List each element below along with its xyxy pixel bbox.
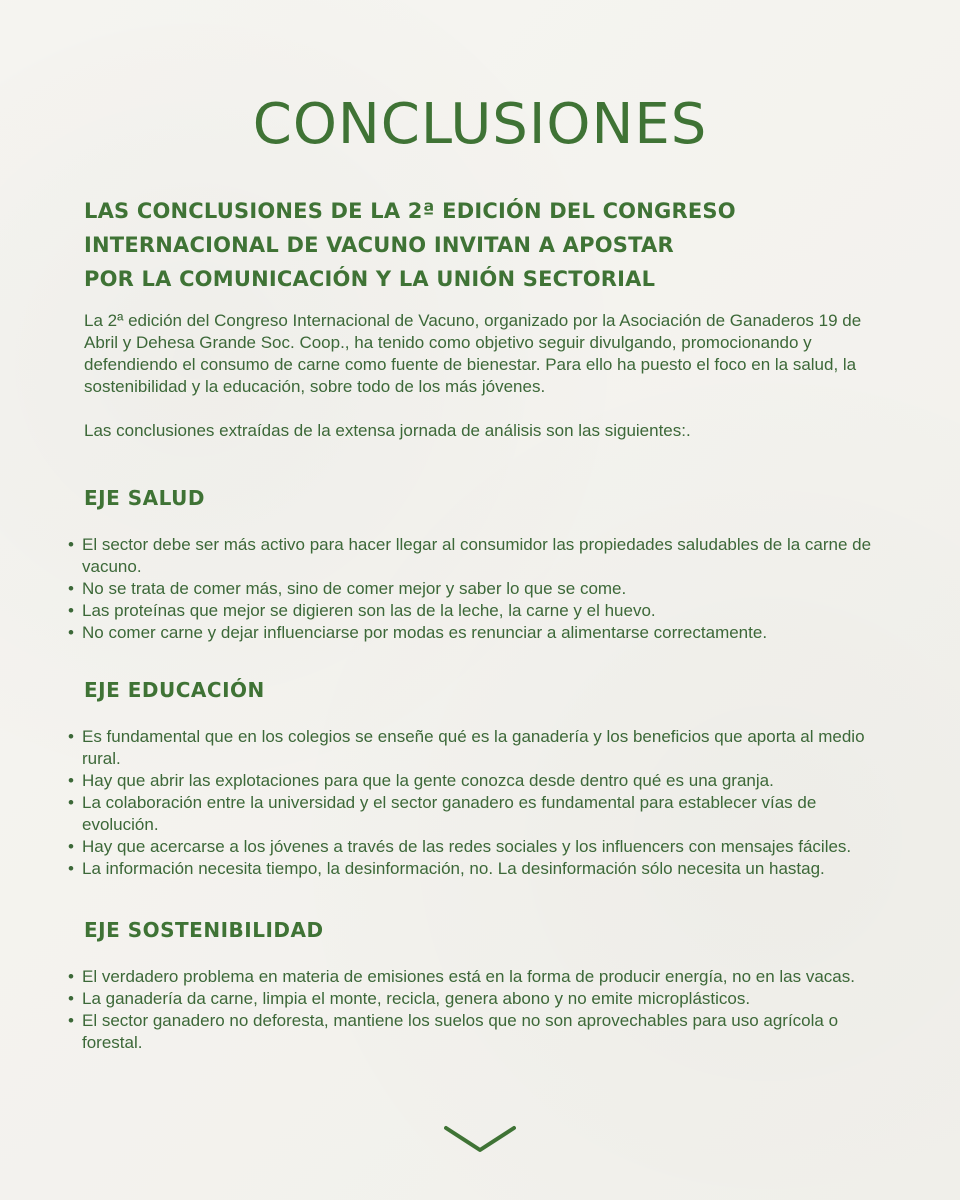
- section-heading-educacion: EJE EDUCACIÓN: [84, 678, 265, 702]
- document-subtitle: [84, 194, 804, 296]
- list-item: • La ganadería da carne, limpia el monte, recicla, genera abono y no emite microplásticos.: [68, 988, 888, 1010]
- list-item: • El sector ganadero no deforesta, mantiene los suelos que no son aprovechables para uso agrícola o forestal.: [68, 1010, 888, 1054]
- list-item: • La colaboración entre la universidad y el sector ganadero es fundamental para establecer vías de evolución.: [68, 792, 888, 836]
- chevron-down-icon[interactable]: [444, 1124, 516, 1156]
- subtitle-line-3: POR LA COMUNICACIÓN Y LA UNIÓN SECTORIAL: [84, 267, 656, 291]
- list-educacion: [68, 726, 888, 880]
- list-salud: [68, 534, 888, 644]
- list-sostenibilidad: [68, 966, 888, 1054]
- list-item: • No comer carne y dejar influenciarse por modas es renunciar a alimentarse correctamente.: [68, 622, 888, 644]
- intro-paragraph-1: La 2ª edición del Congreso Internacional de Vacuno, organizado por la Asociación de Ganaderos 19 de Abril y Dehesa Grande Soc. Coop., ha tenido como objetivo seguir divulgando, promocionando y defendiendo el consumo de carne como fuente de bienestar. Para ello ha puesto el foco en la salud, la sostenibilidad y la educación, sobre todo de los más jóvenes.: [84, 311, 862, 396]
- list-item: • No se trata de comer más, sino de comer mejor y saber lo que se come.: [68, 578, 888, 600]
- list-item: • Hay que acercarse a los jóvenes a través de las redes sociales y los influencers con mensajes fáciles.: [68, 836, 888, 858]
- list-item: • Hay que abrir las explotaciones para que la gente conozca desde dentro qué es una granja.: [68, 770, 888, 792]
- list-item: • Es fundamental que en los colegios se enseñe qué es la ganadería y los beneficios que aporta al medio rural.: [68, 726, 888, 770]
- intro-text: [84, 310, 884, 442]
- list-item: • La información necesita tiempo, la desinformación, no. La desinformación sólo necesita un hastag.: [68, 858, 888, 880]
- section-heading-sostenibilidad: EJE SOSTENIBILIDAD: [84, 918, 324, 942]
- subtitle-line-2: INTERNACIONAL DE VACUNO INVITAN A APOSTAR: [84, 233, 674, 257]
- intro-paragraph-2: Las conclusiones extraídas de la extensa jornada de análisis son las siguientes:.: [84, 421, 691, 440]
- list-item: • El verdadero problema en materia de emisiones está en la forma de producir energía, no en las vacas.: [68, 966, 888, 988]
- list-item: • Las proteínas que mejor se digieren son las de la leche, la carne y el huevo.: [68, 600, 888, 622]
- page-title: CONCLUSIONES: [252, 92, 708, 157]
- subtitle-line-1: LAS CONCLUSIONES DE LA 2ª EDICIÓN DEL CONGRESO: [84, 199, 736, 223]
- section-heading-salud: EJE SALUD: [84, 486, 205, 510]
- list-item: • El sector debe ser más activo para hacer llegar al consumidor las propiedades saludables de la carne de vacuno.: [68, 534, 888, 578]
